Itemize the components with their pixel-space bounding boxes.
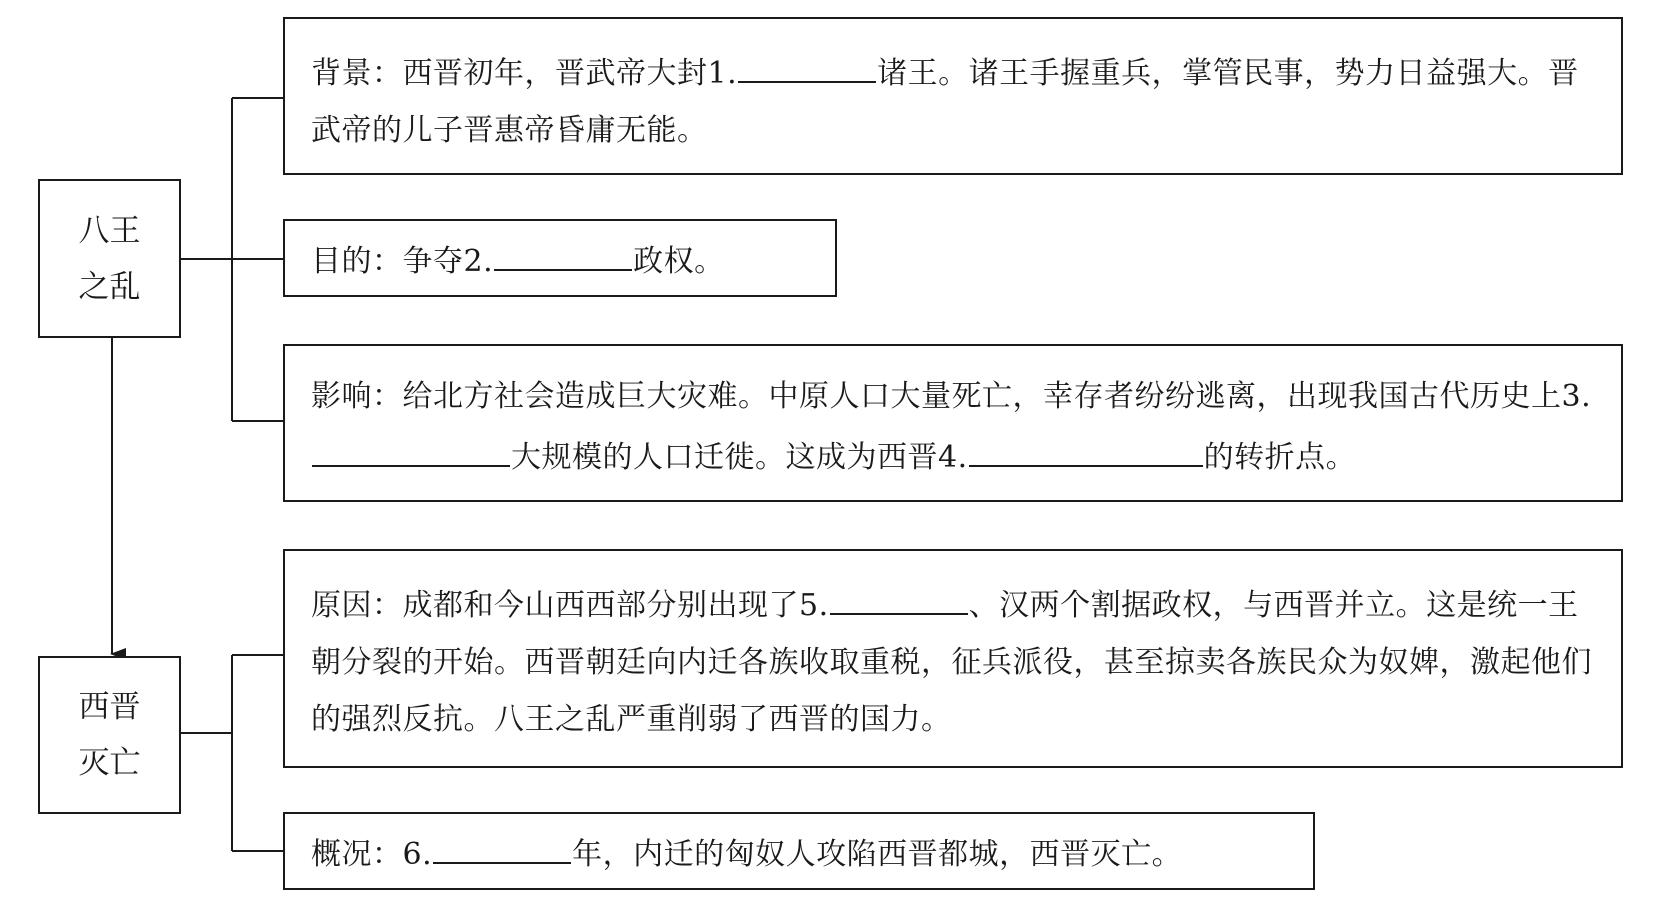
blank-6 [433,822,571,864]
overview-text-a: 6. [402,837,433,872]
purpose-text-a: 争夺2. [402,244,494,279]
box-cause [283,549,1623,768]
cause-text-b: 、汉两个割据政权，与西晋并立。这是统一王朝分裂的开始。西晋朝廷向内迁各族收取重税，征兵派役，甚至掠卖各族民众为奴婢，激起他们的强烈反抗。八王之乱严重削弱了西晋的国力。 [311,588,1592,737]
impact-text-b: 大规模的人口迁徙。这成为西晋4. [511,440,968,475]
background-label: 背景： [311,56,403,91]
overview-label: 概况： [311,837,403,872]
node-xijin-miewang [38,656,181,814]
blank-1 [738,41,876,83]
node-xijin-label: 西晋灭亡 [78,689,141,781]
blank-5 [830,573,968,615]
blank-4 [969,425,1203,467]
background-text-a: 西晋初年，晋武帝大封1. [402,56,738,91]
cause-label: 原因： [311,588,403,623]
impact-label: 影响： [311,379,403,414]
purpose-label: 目的： [311,244,403,279]
impact-text-a: 给北方社会造成巨大灾难。中原人口大量死亡，幸存者纷纷逃离，出现我国古代历史上3. [402,379,1592,414]
purpose-text-b: 政权。 [633,244,725,279]
impact-text-c: 的转折点。 [1203,440,1357,475]
background-text-b: 诸王。诸王手握重兵，掌管民事，势力日益强大。晋武帝的儿子晋惠帝昏庸无能。 [311,56,1579,148]
overview-text-b: 年，内迁的匈奴人攻陷西晋都城，西晋灭亡。 [572,837,1183,872]
node-bawang-zhi-luan [38,179,181,338]
cause-text-a: 成都和今山西西部分别出现了5. [402,588,829,623]
box-impact [283,344,1623,502]
box-purpose [283,219,837,297]
box-background [283,17,1623,175]
blank-3 [312,425,510,467]
node-bawang-label: 八王之乱 [78,212,141,305]
box-overview [283,812,1315,890]
blank-2 [494,229,632,271]
